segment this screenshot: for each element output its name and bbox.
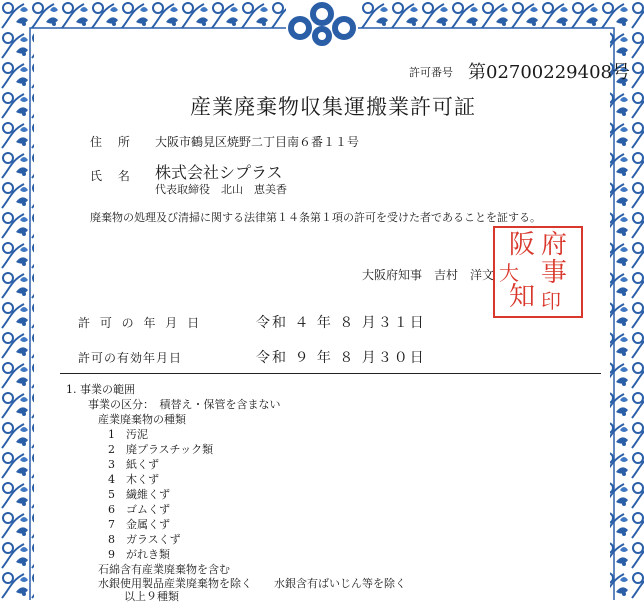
seal-char: 阪 bbox=[509, 230, 536, 260]
waste-type-item: 3 紙くず bbox=[108, 458, 159, 471]
seal-char: 知 bbox=[509, 282, 536, 312]
valid-until-value: 令和 ９ 年 ８ 月３０日 bbox=[256, 350, 426, 366]
permit-number-label: 許可番号 bbox=[409, 66, 453, 79]
divider bbox=[60, 373, 601, 374]
seal-char: 事 bbox=[541, 258, 568, 288]
valid-until-label: 許可の有効年月日 bbox=[78, 351, 183, 365]
waste-type-item: 1 汚泥 bbox=[108, 428, 148, 441]
name-label: 氏 名 bbox=[90, 169, 136, 183]
scope-heading: 1. 事業の範囲 bbox=[66, 383, 135, 396]
mercury-note: 水銀使用製品産業廃棄物を除く 水銀含有ばいじん等を除く bbox=[98, 577, 406, 590]
waste-type-item: 4 木くず bbox=[108, 473, 159, 486]
types-total: 以上９種類 bbox=[124, 590, 179, 603]
representative: 代表取締役 北山 恵美香 bbox=[155, 183, 287, 196]
waste-type-item: 8 ガラスくず bbox=[108, 533, 181, 546]
seal-char: 印 bbox=[541, 289, 561, 313]
waste-types-heading: 産業廃棄物の種類 bbox=[98, 413, 186, 426]
seal-char: 府 bbox=[541, 230, 568, 260]
osaka-prefecture-emblem-icon bbox=[286, 0, 358, 46]
permit-date-value: 令和 ４ 年 ８ 月３１日 bbox=[256, 315, 426, 331]
waste-type-item: 7 金属くず bbox=[108, 518, 170, 531]
seal-char: 大 bbox=[499, 261, 519, 285]
waste-type-item: 5 繊維くず bbox=[108, 488, 170, 501]
issuer: 大阪府知事 吉村 洋文 bbox=[362, 268, 495, 282]
certificate-title: 産業廃棄物収集運搬業許可証 bbox=[190, 95, 476, 119]
asbestos-note: 石綿含有産業廃棄物を含む bbox=[98, 563, 230, 576]
permit-number-value: 第02700229408号 bbox=[468, 62, 630, 83]
permit-date-label: 許 可 の 年 月 日 bbox=[78, 316, 203, 330]
address-value: 大阪市鶴見区焼野二丁目南６番１１号 bbox=[155, 135, 360, 149]
certification-statement: 廃棄物の処理及び清掃に関する法律第１４条第１項の許可を受けた者であることを証する。 bbox=[90, 211, 541, 224]
scope-division: 事業の区分： 積替え・保管を含まない bbox=[88, 398, 281, 411]
waste-type-item: 6 ゴムくず bbox=[108, 503, 170, 516]
official-seal-icon bbox=[493, 226, 583, 318]
address-label: 住 所 bbox=[90, 135, 136, 149]
waste-type-item: 9 がれき類 bbox=[108, 548, 170, 561]
waste-type-item: 2 廃プラスチック類 bbox=[108, 443, 214, 456]
company-name: 株式会社シプラス bbox=[155, 163, 283, 182]
